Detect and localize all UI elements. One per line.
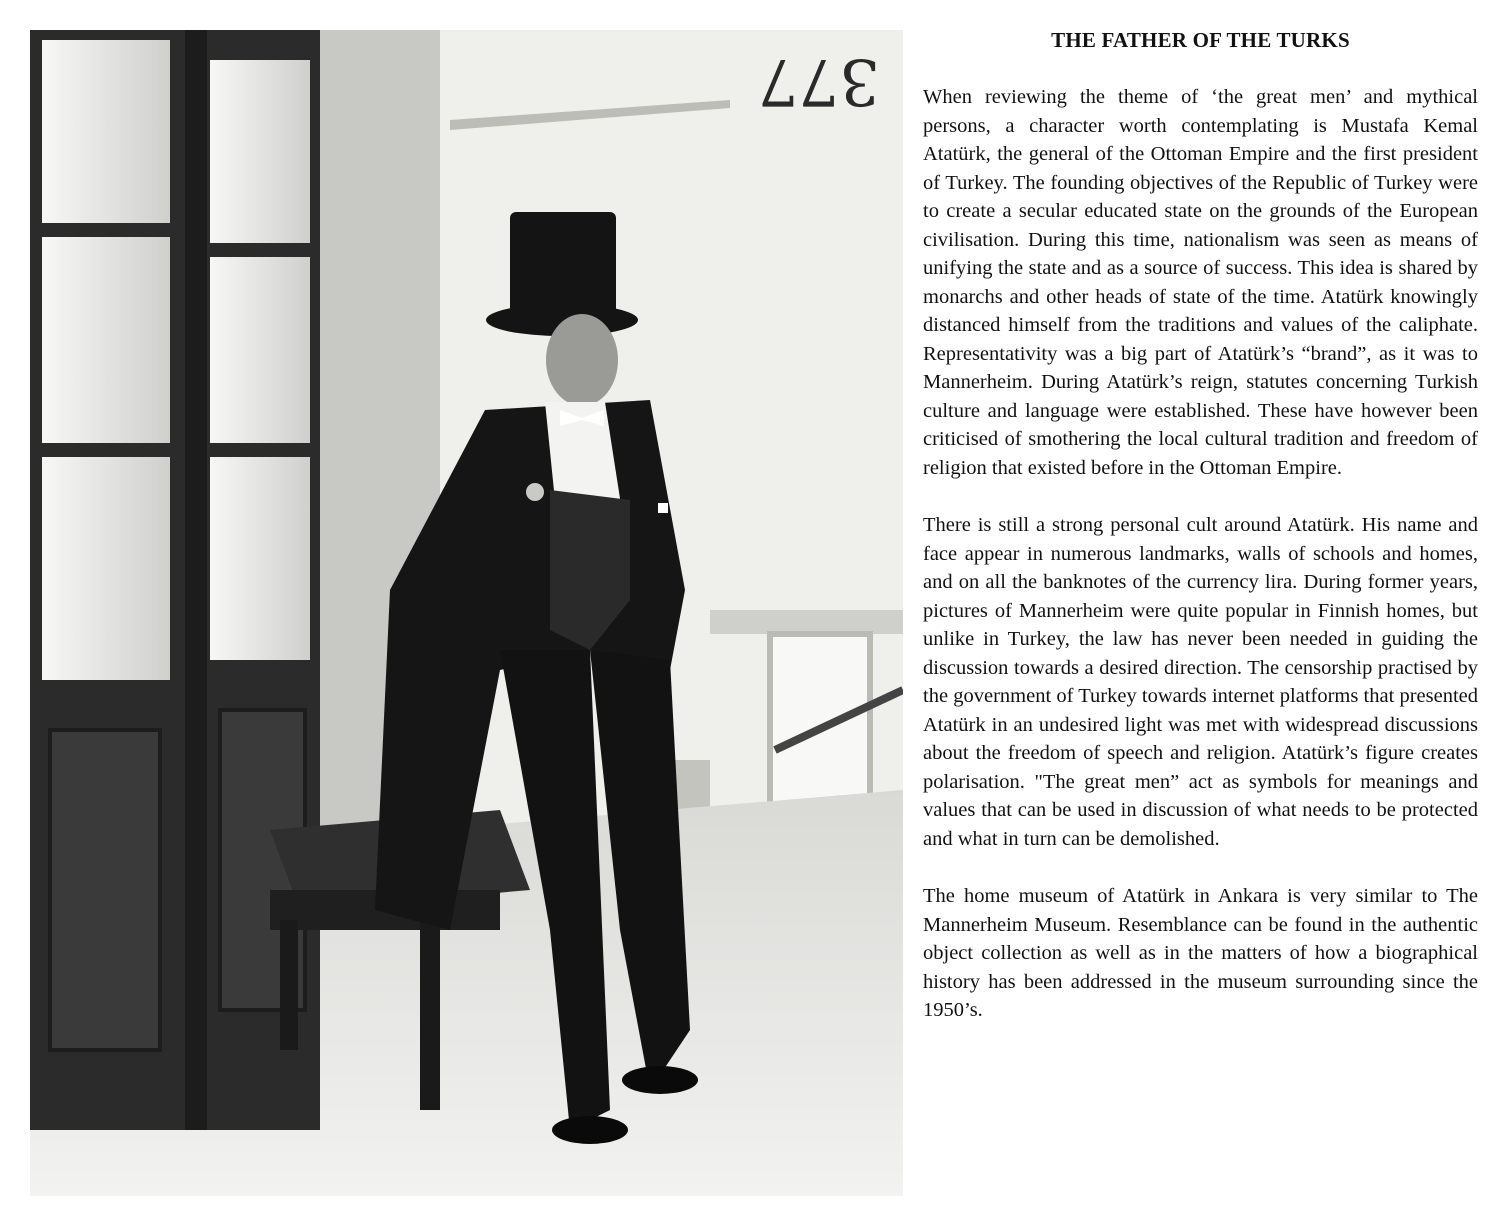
railing-opening [770, 634, 870, 804]
article-paragraph-1: When reviewing the theme of ‘the great men’ and mythical persons, a character worth contemplating is Mustafa Kemal Atatürk, the general of the Ottoman Empire and the first president of Turkey. The founding objectives of the Republic of Turkey were to create a secular educated state on the grounds of the European civilisation. During this time, nationalism was seen as means of unifying the state and as a source of success. This idea is shared by monarchs and other heads of state of the time. Atatürk knowingly distanced himself from the traditions and values of the caliphate. Representativity was a big part of Atatürk’s “brand”, as it was to Mannerheim. During Atatürk’s reign, statutes concerning Turkish culture and language were established. These have however been criticised of smothering the local cultural tradition and freedom of religion that existed before in the Ottoman Empire. [923, 86, 1478, 479]
article-paragraph-2: There is still a strong personal cult around Atatürk. His name and face appear in numerous landmarks, walls of schools and homes, and on all the banknotes of the currency lira. During former years, pictures of Mannerheim were quite popular in Finnish homes, but unlike in Turkey, the law has never been needed in guiding the discussion towards a desired direction. The censorship practised by the government of Turkey towards internet platforms that presented Atatürk in an undesired light was met with widespread discussions about the freedom of speech and religion. Atatürk’s figure creates polarisation. "The great men” act as symbols for meanings and values that can be used in discussion of what needs to be protected and what in turn can be demolished. [923, 514, 1478, 850]
article-title: THE FATHER OF THE TURKS [1051, 28, 1350, 52]
railing-top [710, 610, 903, 634]
historical-photograph [30, 30, 903, 1196]
article [923, 28, 1478, 1054]
photo-illustration [30, 30, 903, 1196]
photo-inscription: 377 [757, 44, 880, 118]
article-paragraph-3: The home museum of Atatürk in Ankara is very similar to The Mannerheim Museum. Resemblance can be found in the authentic object collection as well as in the matters of how a biographical history has been addressed in the museum surrounding since the 1950’s. [923, 885, 1478, 1021]
french-doors [30, 30, 320, 1130]
